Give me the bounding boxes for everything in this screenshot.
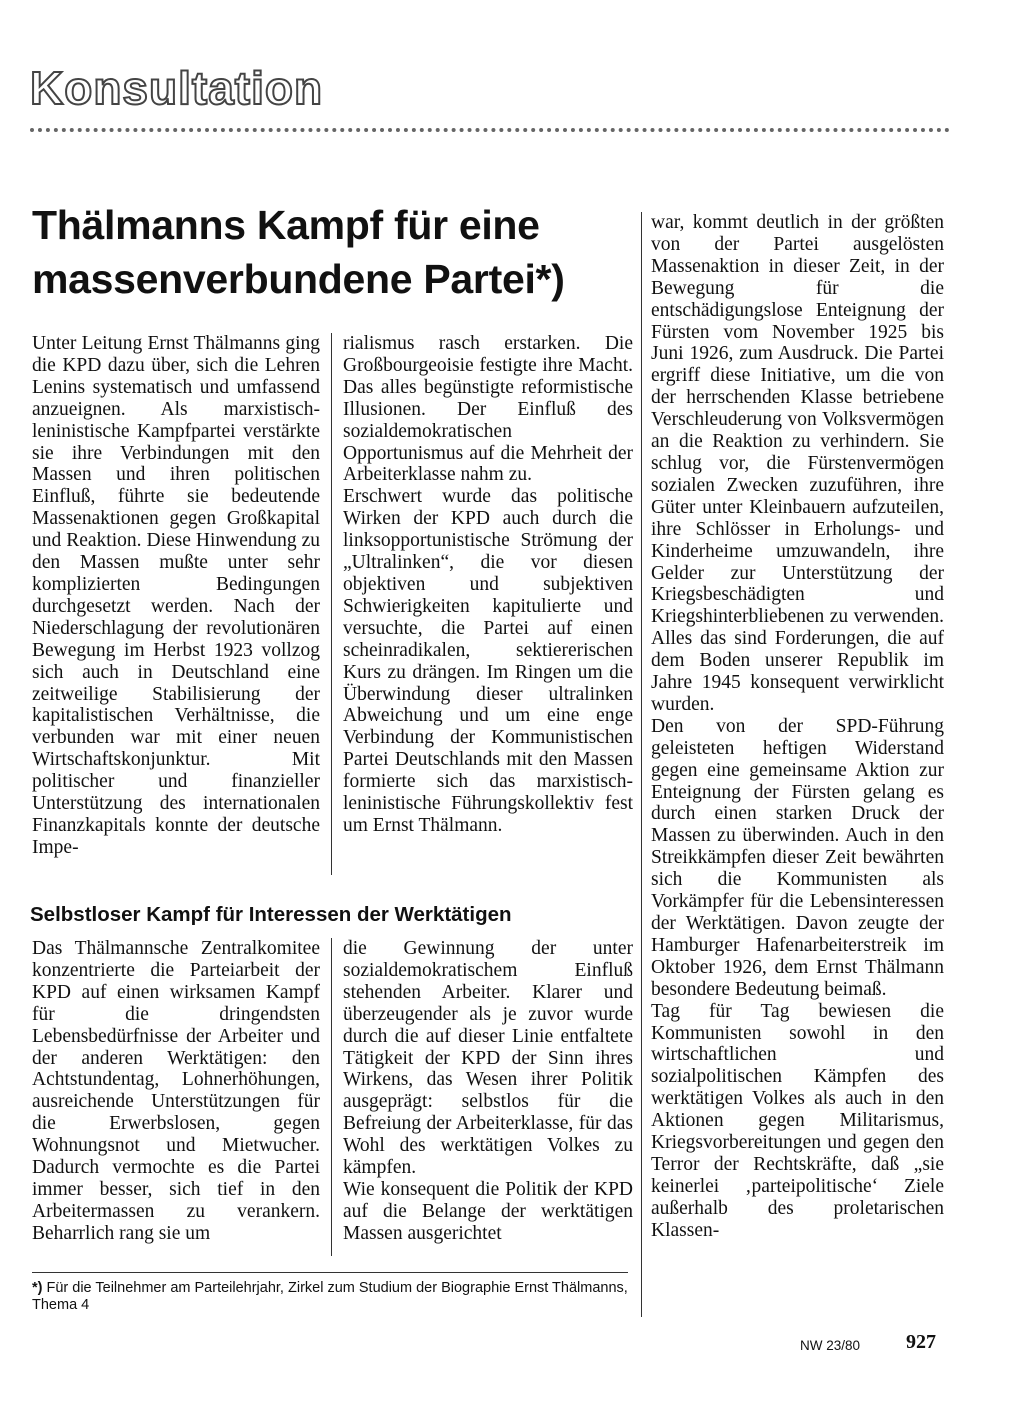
column-2-lower bbox=[343, 938, 633, 1245]
paragraph: die Gewinnung der unter sozialdemokratischem Einfluß stehenden Arbeiter. Klarer und überzeugender als je zuvor wurde durch die auf dieser Linie entfaltete Tätigkeit der KPD der Sinn ihres Wirkens, das Wesen ihrer Politik ausgeprägt: selbstlos für die Befreiung der Arbeiterklasse, für das Wohl des werktätigen Volkes zu kämpfen. bbox=[343, 938, 633, 1179]
column-divider bbox=[331, 333, 332, 875]
footnote-text: Für die Teilnehmer am Parteilehrjahr, Zirkel zum Studium der Biographie Ernst Thälmanns, Thema 4 bbox=[32, 1280, 628, 1313]
column-2-upper bbox=[343, 333, 633, 837]
paragraph: Den von der SPD-Führung geleisteten heftigen Widerstand gegen eine gemeinsame Aktion zur Enteignung der Fürsten gelang es durch einen starken Druck der Massen zu überwinden. Auch in den Streikkämpfen dieser Zeit bewährten sich die Kommunisten als Vorkämpfer für die Lebensinteressen der Werktätigen. Davon zeugte der Hamburger Hafenarbeiterstreik im Oktober 1926, dem Ernst Thälmann besondere Bedeutung beimaß. bbox=[651, 715, 944, 1000]
column-divider bbox=[331, 938, 332, 1256]
article-title: Thälmanns Kampf für eine massenverbundene Partei*) bbox=[32, 202, 565, 302]
column-1-upper bbox=[32, 333, 320, 859]
section-label: Konsultation bbox=[30, 62, 324, 114]
paragraph: Tag für Tag bewiesen die Kommunisten sowohl in den wirtschaftlichen und sozialpolitischen Kämpfen des werktätigen Volkes als auch in den Aktionen gegen Militarismus, Kriegsvorbereitungen und gegen den Terror der Rechtskräfte, daß „sie keinerlei ‚parteipolitische‘ Ziele außerhalb des proletarischen Klassen- bbox=[651, 1000, 944, 1241]
section-rule bbox=[30, 128, 950, 132]
footnote-rule bbox=[32, 1272, 628, 1273]
column-3 bbox=[651, 212, 944, 1242]
paragraph: war, kommt deutlich in der größten von der Partei ausgelösten Massenaktion in dieser Zeit, in der Bewegung für die entschädigungslose Enteignung der Fürsten vom November 1925 bis Juni 1926, zum Ausdruck. Die Partei ergriff diese Initiative, um die von der herrschenden Klasse betriebene Verschleuderung von Volksvermögen an die Reaktion zu verhindern. Sie schlug vor, die Fürstenvermögen sozialen Zwecken zuzuführen, ihre Güter unter Kleinbauern aufzuteilen, ihre Schlösser in Erholungs- und Kinderheime umzuwandeln, ihre Gelder zur Unterstützung der Kriegsbeschädigten und Kriegshinterbliebenen zu verwenden. Alles das sind Forderungen, die auf dem Boden unserer Republik im Jahre 1945 konsequent verwirklicht wurden. bbox=[651, 212, 944, 715]
footnote-marker: *) bbox=[32, 1280, 43, 1296]
section-subheading: Selbstloser Kampf für Interessen der Werktätigen bbox=[30, 903, 512, 926]
issue-label: NW 23/80 bbox=[800, 1338, 861, 1353]
paragraph: Erschwert wurde das politische Wirken der KPD auch durch die linksopportunistische Strömung der „Ultralinken“, die vor diesen objektiven und subjektiven Schwierigkeiten kapitulierte und versuchte, die Partei auf einen scheinradikalen, sektiererischen Kurs zu drängen. Im Ringen um die Überwindung dieser ultralinken Abweichung und um eine enge Verbindung der Kommunistischen Partei Deutschlands mit den Massen formierte sich das marxistisch-leninistische Führungskollektiv fest um Ernst Thälmann. bbox=[343, 486, 633, 836]
page-number: 927 bbox=[906, 1331, 936, 1353]
paragraph: Wie konsequent die Politik der KPD auf die Belange der werktätigen Massen ausgerichtet bbox=[343, 1178, 633, 1244]
paragraph: Das Thälmannsche Zentralkomitee konzentrierte die Parteiarbeit der KPD auf einen wirksamen Kampf für die dringendsten Lebensbedürfnisse der Arbeiter und der anderen Werktätigen: den Achtstundentag, Lohnerhöhungen, ausreichende Unterstützungen für die Erwerbslosen, gegen Wohnungsnot und Mietwucher. Dadurch vermochte es die Partei immer besser, sich tief in den Arbeitermassen zu verankern. Beharrlich rang sie um bbox=[32, 938, 320, 1244]
paragraph: Unter Leitung Ernst Thälmanns ging die KPD dazu über, sich die Lehren Lenins systematisch und umfassend anzueignen. Als marxistisch-leninistische Kampfpartei verstärkte sie ihre Verbindungen mit den Massen und ihren politischen Einfluß, führte sie bedeutende Massenaktionen gegen Großkapital und Reaktion. Diese Hinwendung zu den Massen mußte unter sehr komplizierten Bedingungen durchgesetzt werden. Nach der Niederschlagung der revolutionären Bewegung im Herbst 1923 vollzog sich auch in Deutschland eine zeitweilige Stabilisierung der kapitalistischen Verhältnisse, die verbunden war mit einer neuen Wirtschaftskonjunktur. Mit politischer und finanzieller Unterstützung des internationalen Finanzkapitals konnte der deutsche Impe- bbox=[32, 333, 320, 858]
footnote bbox=[32, 1280, 628, 1314]
column-divider bbox=[641, 212, 642, 1317]
paragraph: rialismus rasch erstarken. Die Großbourgeoisie festigte ihre Macht. Das alles begünstigte reformistische Illusionen. Der Einfluß des sozialdemokratischen Opportunismus auf die Mehrheit der Arbeiterklasse nahm zu. bbox=[343, 333, 633, 486]
column-1-lower bbox=[32, 938, 320, 1245]
